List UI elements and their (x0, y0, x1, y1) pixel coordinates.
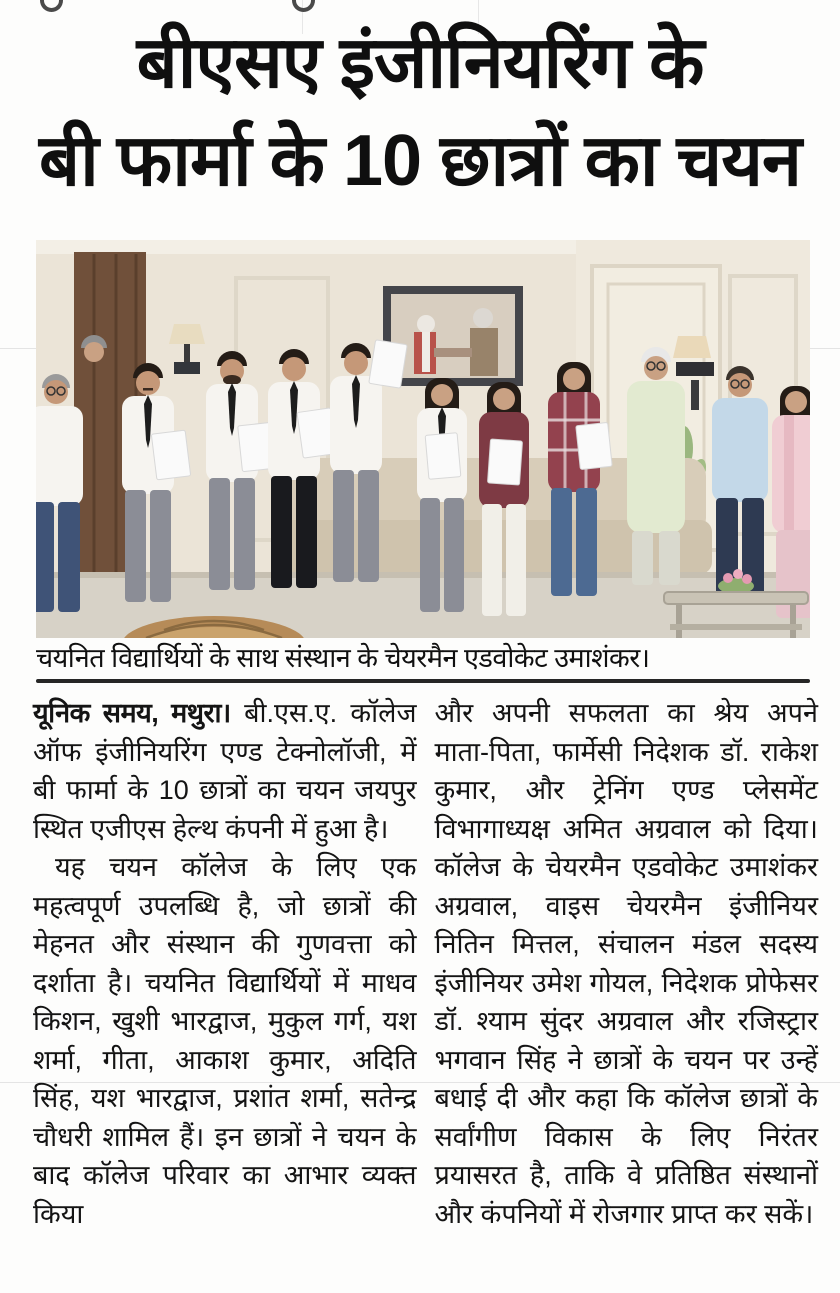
photo-caption: चयनित विद्यार्थियों के साथ संस्थान के चेयरमैन एडवोकेट उमाशंकर। (36, 643, 650, 673)
article-headline (0, 14, 840, 210)
person-staff-pink (772, 386, 810, 618)
paragraph-3: और अपनी सफलता का श्रेय अपने माता-पिता, फार्मेसी निदेशक डॉ. राकेश कुमार, और ट्रेनिंग एण्ड प्लेसमेंट विभागाध्यक्ष अमित अग्रवाल को दिया। कॉलेज के चेयरमैन एडवोकेट उमाशंकर अग्रवाल, वाइस चेयरमैन इंजीनियर नितिन मित्तल, संचालन मंडल सदस्य इंजीनियर उमेश गोयल, निदेशक प्रोफेसर डॉ. श्याम सुंदर अग्रवाल और रजिस्ट्रार भगवान सिंह ने छात्रों के चयन पर उन्हें बधाई दी और कहा कि कॉलेज छात्रों के सर्वांगीण विकास के लिए निरंतर प्रयासरत है, ताकि वे प्रतिष्ठित संस्थानों और कंपनियों में रोजगार प्राप्त कर सकें। (434, 698, 818, 1229)
news-photo (36, 240, 810, 638)
paragraph-lead (33, 694, 417, 848)
article-column-right (435, 694, 819, 1233)
paragraph-2: यह चयन कॉलेज के लिए एक महत्वपूर्ण उपलब्धि है, जो छात्रों की मेहनत और संस्थान की गुणवत्ता को दर्शाता है। चयनित विद्यार्थियों में माधव किशन, खुशी भारद्वाज, मुकुल गर्ग, यश शर्मा, गीता, आकाश कुमार, अदिति सिंह, यश भारद्वाज, प्रशांत शर्मा, सतेन्द्र चौधरी शामिल हैं। इन छात्रों ने चयन के बाद कॉलेज परिवार का आभार व्यक्त किया (33, 852, 417, 1229)
cropped-text-fragment (40, 0, 63, 12)
byline: यूनिक समय, मथुरा। (33, 698, 231, 728)
paragraph-lead-text: बी.एस.ए. कॉलेज ऑफ इंजीनियरिंग एण्ड टेक्नोलॉजी, में बी फार्मा के 10 छात्रों का चयन जयपुर स्थित एजीएस हेल्थ कंपनी में हुआ है। (33, 698, 417, 844)
headline-line-2: बी फार्मा के 10 छात्रों का चयन (39, 121, 801, 201)
article-body (33, 694, 818, 1233)
headline-line-1: बीएसए इंजीनियरिंग के (136, 23, 704, 103)
framed-picture (383, 286, 523, 386)
cropped-text-fragment (292, 0, 315, 12)
news-photo-illustration (36, 240, 810, 638)
article-column-left (33, 694, 417, 1233)
caption-divider (36, 679, 810, 683)
person-staff-left (36, 374, 83, 612)
